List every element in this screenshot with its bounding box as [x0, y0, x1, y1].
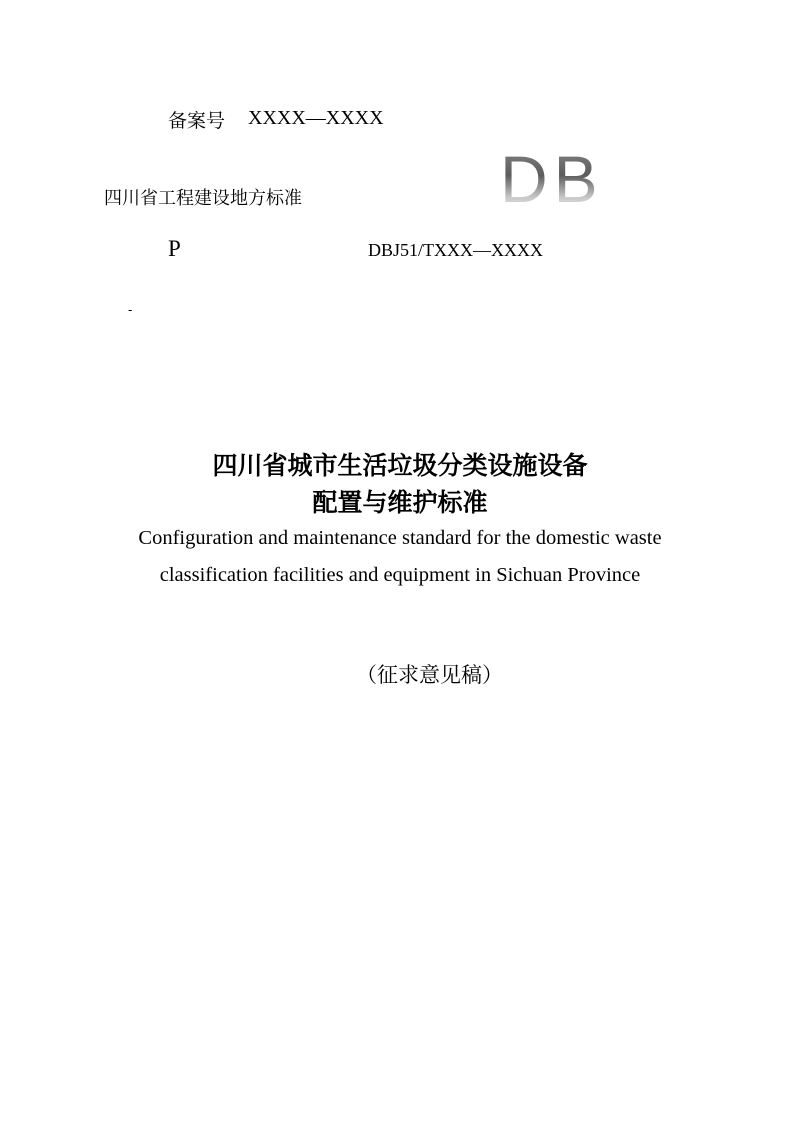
title-zh-line1: 四川省城市生活垃圾分类设施设备: [212, 451, 588, 480]
record-number-label: 备案号: [168, 110, 226, 132]
standard-type-label: 四川省工程建设地方标准: [104, 188, 302, 209]
category-letter: P: [168, 236, 181, 261]
record-number-value: XXXX—XXXX: [248, 107, 384, 129]
standard-number: DBJ51/TXXX—XXXX: [368, 240, 543, 260]
title-en-line2: classification facilities and equipment in Sichuan Province: [159, 564, 641, 586]
draft-note: （征求意见稿）: [356, 663, 503, 687]
title-zh-line2: 配置与维护标准: [312, 488, 488, 517]
db-logo: [500, 142, 632, 212]
title-en-line1: Configuration and maintenance standard for the domestic waste: [138, 527, 662, 549]
dash-mark: -: [128, 302, 133, 317]
db-logo-text: DB: [500, 142, 604, 212]
